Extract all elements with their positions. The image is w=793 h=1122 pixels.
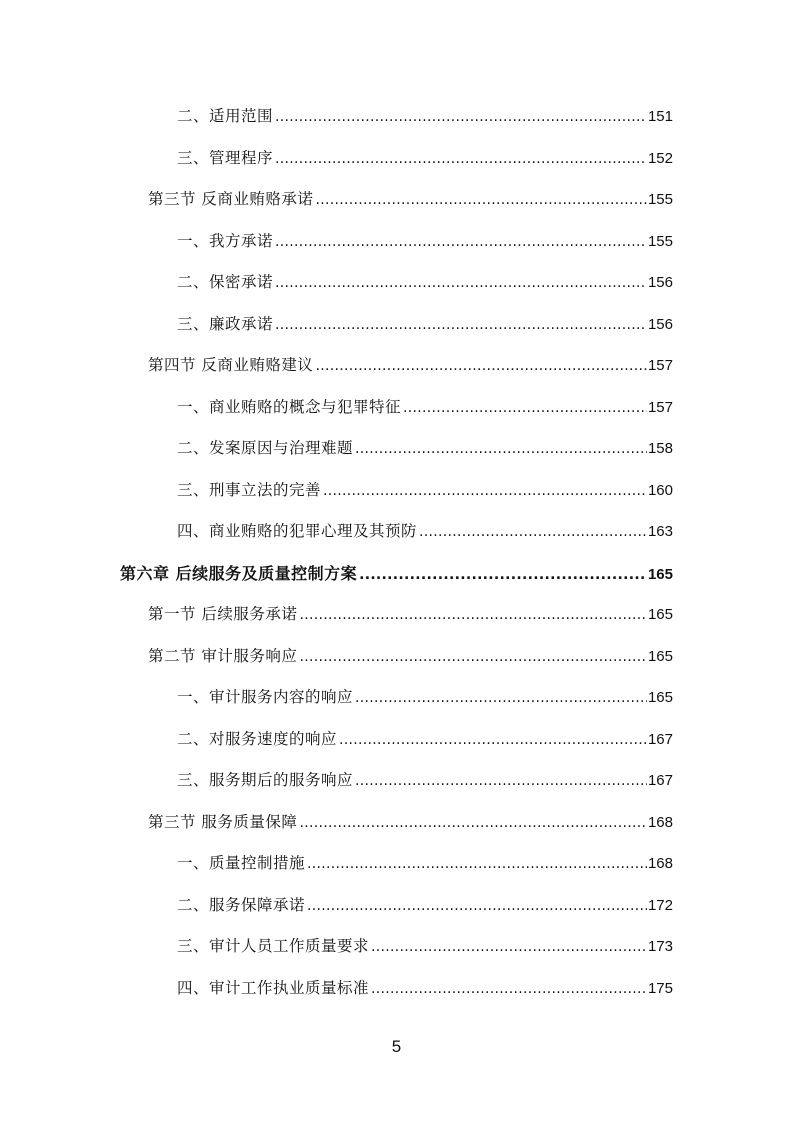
toc-leader-dots: [355, 678, 647, 720]
toc-leader-dots: [315, 180, 647, 222]
toc-entry-page: 156: [647, 315, 673, 333]
toc-leader-dots: [323, 471, 647, 513]
toc-entry-label: 四、商业贿赂的犯罪心理及其预防: [177, 522, 418, 540]
toc-leader-dots: [275, 305, 647, 347]
toc-leader-dots: [275, 97, 647, 139]
toc-entry[interactable]: [0, 304, 793, 346]
toc-entry[interactable]: [0, 387, 793, 429]
toc-entry-label: 三、刑事立法的完善: [177, 480, 322, 499]
toc-entry-label: 一、我方承诺: [177, 231, 274, 250]
toc-entry-label: 四、审计工作执业质量标准: [177, 978, 370, 997]
toc-entry[interactable]: [0, 594, 793, 636]
toc-leader-dots: [275, 139, 647, 181]
footer-page-number: 5: [391, 1037, 402, 1056]
toc-entry[interactable]: [0, 470, 793, 512]
toc-entry-label: 二、保密承诺: [177, 273, 274, 291]
toc-entry-page: 157: [647, 357, 673, 374]
toc-entry-label: 三、管理程序: [177, 148, 274, 167]
toc-entry-label: 第三节 服务质量保障: [148, 812, 298, 831]
toc-entry-page: 152: [647, 149, 673, 167]
toc-entry-label: 一、质量控制措施: [177, 854, 306, 872]
toc-entry[interactable]: [0, 345, 793, 387]
toc-leader-dots: [371, 927, 647, 969]
toc-leader-dots: [307, 844, 647, 886]
toc-entry-page: 160: [647, 481, 673, 499]
toc-entry[interactable]: [0, 96, 793, 138]
toc-entry-label: 三、服务期后的服务响应: [177, 771, 354, 789]
toc-leader-dots: [403, 388, 647, 430]
toc-entry-page: 172: [647, 896, 673, 914]
table-of-contents: [0, 96, 793, 1009]
toc-leader-dots: [315, 346, 647, 388]
toc-entry-page: 175: [647, 979, 673, 997]
toc-entry-label: 一、商业贿赂的概念与犯罪特征: [177, 397, 402, 416]
toc-entry[interactable]: [0, 760, 793, 802]
toc-entry-label: 二、服务保障承诺: [177, 895, 306, 914]
toc-entry-label: 一、审计服务内容的响应: [177, 688, 354, 706]
toc-entry-page: 167: [647, 730, 673, 748]
toc-entry[interactable]: [0, 221, 793, 263]
toc-leader-dots: [355, 761, 647, 803]
toc-entry-page: 165: [647, 689, 673, 706]
toc-entry[interactable]: [0, 511, 793, 553]
toc-entry[interactable]: [0, 428, 793, 470]
toc-leader-dots: [371, 969, 647, 1011]
toc-entry-page: 163: [647, 523, 673, 540]
toc-entry-label: 二、适用范围: [177, 107, 274, 125]
toc-entry-page: 173: [647, 938, 673, 955]
toc-entry-label: 二、发案原因与治理难题: [177, 439, 354, 457]
toc-entry[interactable]: [0, 138, 793, 180]
toc-leader-dots: [419, 512, 647, 554]
toc-entry[interactable]: [0, 802, 793, 844]
toc-entry[interactable]: [0, 926, 793, 968]
toc-leader-dots: [299, 803, 647, 845]
toc-entry-page: 155: [647, 191, 673, 208]
toc-entry-page: 165: [647, 647, 673, 665]
toc-entry[interactable]: [0, 843, 793, 885]
toc-entry-label: 三、廉政承诺: [177, 314, 274, 333]
toc-entry-page: 167: [647, 772, 673, 789]
toc-entry-page: 158: [647, 440, 673, 457]
toc-leader-dots: [359, 555, 647, 597]
toc-leader-dots: [299, 595, 647, 637]
toc-entry[interactable]: [0, 677, 793, 719]
toc-entry-chapter[interactable]: [0, 553, 793, 595]
toc-entry-page: 168: [647, 855, 673, 872]
toc-entry-page: 165: [647, 565, 673, 583]
toc-entry-page: 155: [647, 232, 673, 250]
toc-leader-dots: [275, 222, 647, 264]
toc-entry[interactable]: [0, 885, 793, 927]
toc-entry[interactable]: [0, 719, 793, 761]
toc-leader-dots: [307, 886, 647, 928]
toc-leader-dots: [299, 637, 647, 679]
toc-entry[interactable]: [0, 636, 793, 678]
toc-entry[interactable]: [0, 262, 793, 304]
toc-entry-page: 157: [647, 398, 673, 416]
toc-entry-label: 第六章 后续服务及质量控制方案: [120, 563, 358, 583]
toc-entry-label: 第三节 反商业贿赂承诺: [148, 190, 314, 208]
toc-entry-page: 168: [647, 813, 673, 831]
toc-entry-label: 第二节 审计服务响应: [148, 646, 298, 665]
toc-entry-label: 第一节 后续服务承诺: [148, 605, 298, 623]
toc-entry-label: 三、审计人员工作质量要求: [177, 937, 370, 955]
toc-leader-dots: [355, 429, 647, 471]
toc-entry[interactable]: [0, 968, 793, 1010]
toc-entry[interactable]: [0, 179, 793, 221]
toc-entry-label: 第四节 反商业贿赂建议: [148, 356, 314, 374]
toc-entry-page: 151: [647, 108, 673, 125]
toc-entry-label: 二、对服务速度的响应: [177, 729, 338, 748]
toc-entry-page: 156: [647, 274, 673, 291]
toc-entry-page: 165: [647, 606, 673, 623]
toc-leader-dots: [275, 263, 647, 305]
toc-leader-dots: [339, 720, 647, 762]
